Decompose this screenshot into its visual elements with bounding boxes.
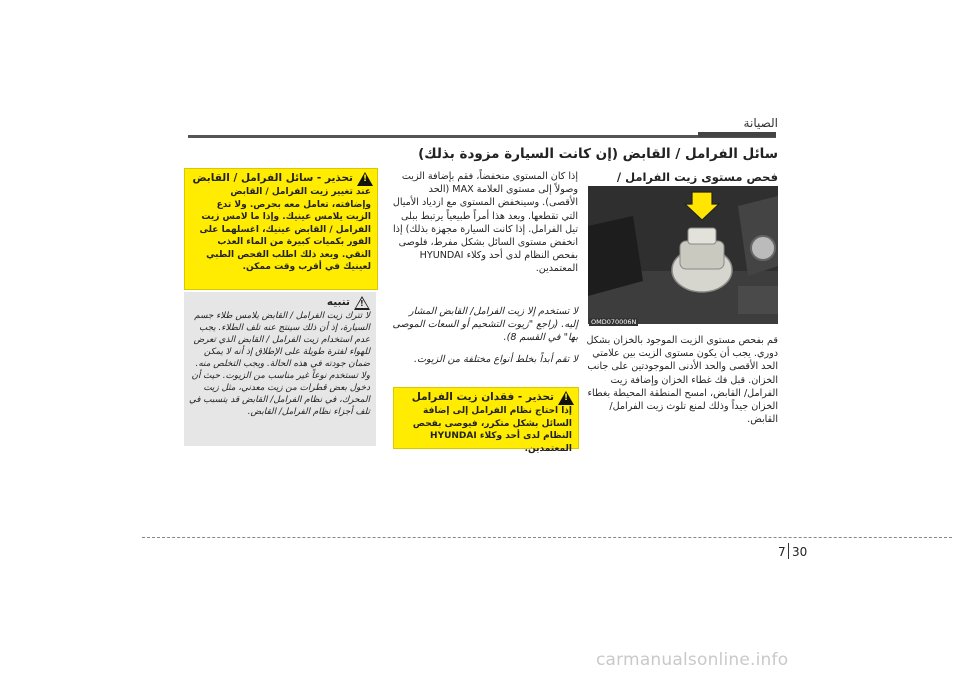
warning-text: إذا احتاج نظام الفرامل إلى إضافة السائل بشكل متكرر، فيوصى بفحص النظام لدى أحد وكلاء HYUNDAI المعتمدين. [412,406,572,454]
brake-reservoir-illustration [588,186,778,324]
header-accent-bar [698,132,776,137]
list-item: لا تقم أبداً بخلط أنواع مختلفة من الزيوت. [413,353,578,365]
body-paragraph: قم بفحص مستوى الزيت الموجود بالخزان بشكل دوري. يجب أن يكون مستوى الزيت بين علامتي الحد الأقصى والحد الأدنى الموجودتين على جانب الخزان. قبل فك غطاء الخزان وإضافة زيت الفرامل/ القابض، امسح المنطقة المحيطة بغطاء الخزان جيداً وذلك لمنع تلوث زيت الفرامل/ القابض. [586,335,778,426]
footer-rule [142,537,952,538]
header-rule [188,135,776,138]
watermark: carmanualsonline.info [596,650,789,670]
body-paragraph: إذا كان المستوى منخفضاً، فقم بإضافة الزيت وصولاً إلى مستوى العلامة MAX (الحد الأقصى). وسينخفض المستوى مع ازدياد الأميال التي تقطعها. ويعد هذا أمراً طبيعياً يرتبط ببلى تيل الفرامل. إذا كانت السيارة مجهزة بذلك) إذا انخفض مستوى السائل بشكل مفرط، فلوصى بفحص النظام لدى أحد وكلاء HYUNDAI المعتمدين. [392,171,578,275]
photo-code: OMD070006N [591,318,637,326]
list-item: لا تستخدم إلا زيت الفرامل/ القابض المشار إليه. (راجع "زيوت التشحيم أو السعات الموصى بها" في القسم 8). [392,306,578,344]
warning-icon [357,172,373,186]
warning-box [184,168,378,290]
subsection-title: فحص مستوى زيت الفرامل / [616,170,778,184]
page-separator [788,543,789,559]
warning-icon [558,391,574,405]
page-number: 30 [792,545,808,559]
warning-box [393,387,579,454]
notice-box [184,292,376,446]
warning-title: تحذير - سائل الفرامل / القابض [192,172,353,184]
section-title: سائل الفرامل / القابض (إن كانت السيارة مزودة بذلك) [418,146,778,162]
caution-icon [354,296,370,310]
warning-text: عند تغيير زيت الفرامل / القابض وإضافته، تعامل معه بحرص. ولا تدع الزيت يلامس عينيك. وإذا ما لامس زيت الفرامل / القابض عينيك، اغسلهما على الفور بكميات كبيرة من الماء العذب النقي. وبعد ذلك اطلب الفحص الطبي لعينيك في أقرب وقت ممكن. [199,187,371,272]
bullet-list [390,305,578,374]
engine-bay-photo [588,186,778,324]
warning-title: تحذير - فقدان زيت الفرامل [411,391,554,403]
chapter-number: 7 [778,545,786,559]
notice-title: تنبيه [326,296,350,308]
notice-text: لا تترك زيت الفرامل / القابض يلامس طلاء جسم السيارة، إذ أن ذلك سينتج عنه تلف الطلاء. يجب عدم استخدام زيت الفرامل / القابض الذي تعرض للهواء لفترة طويلة على الإطلاق إذ أنه لا يمكن ضمان جودته في هذه الحالة. ويجب التخلص منه. ولا تستخدم نوعاً غير مناسب من الزيوت. حيث أن دخول بعض قطرات من زيت معدني، مثل زيت المحرك، في نظام الفرامل/ القابض قد يتسبب في تلف أجزاء نظام الفرامل/ القابض. [188,311,370,417]
header-title: الصيانة [743,116,778,130]
